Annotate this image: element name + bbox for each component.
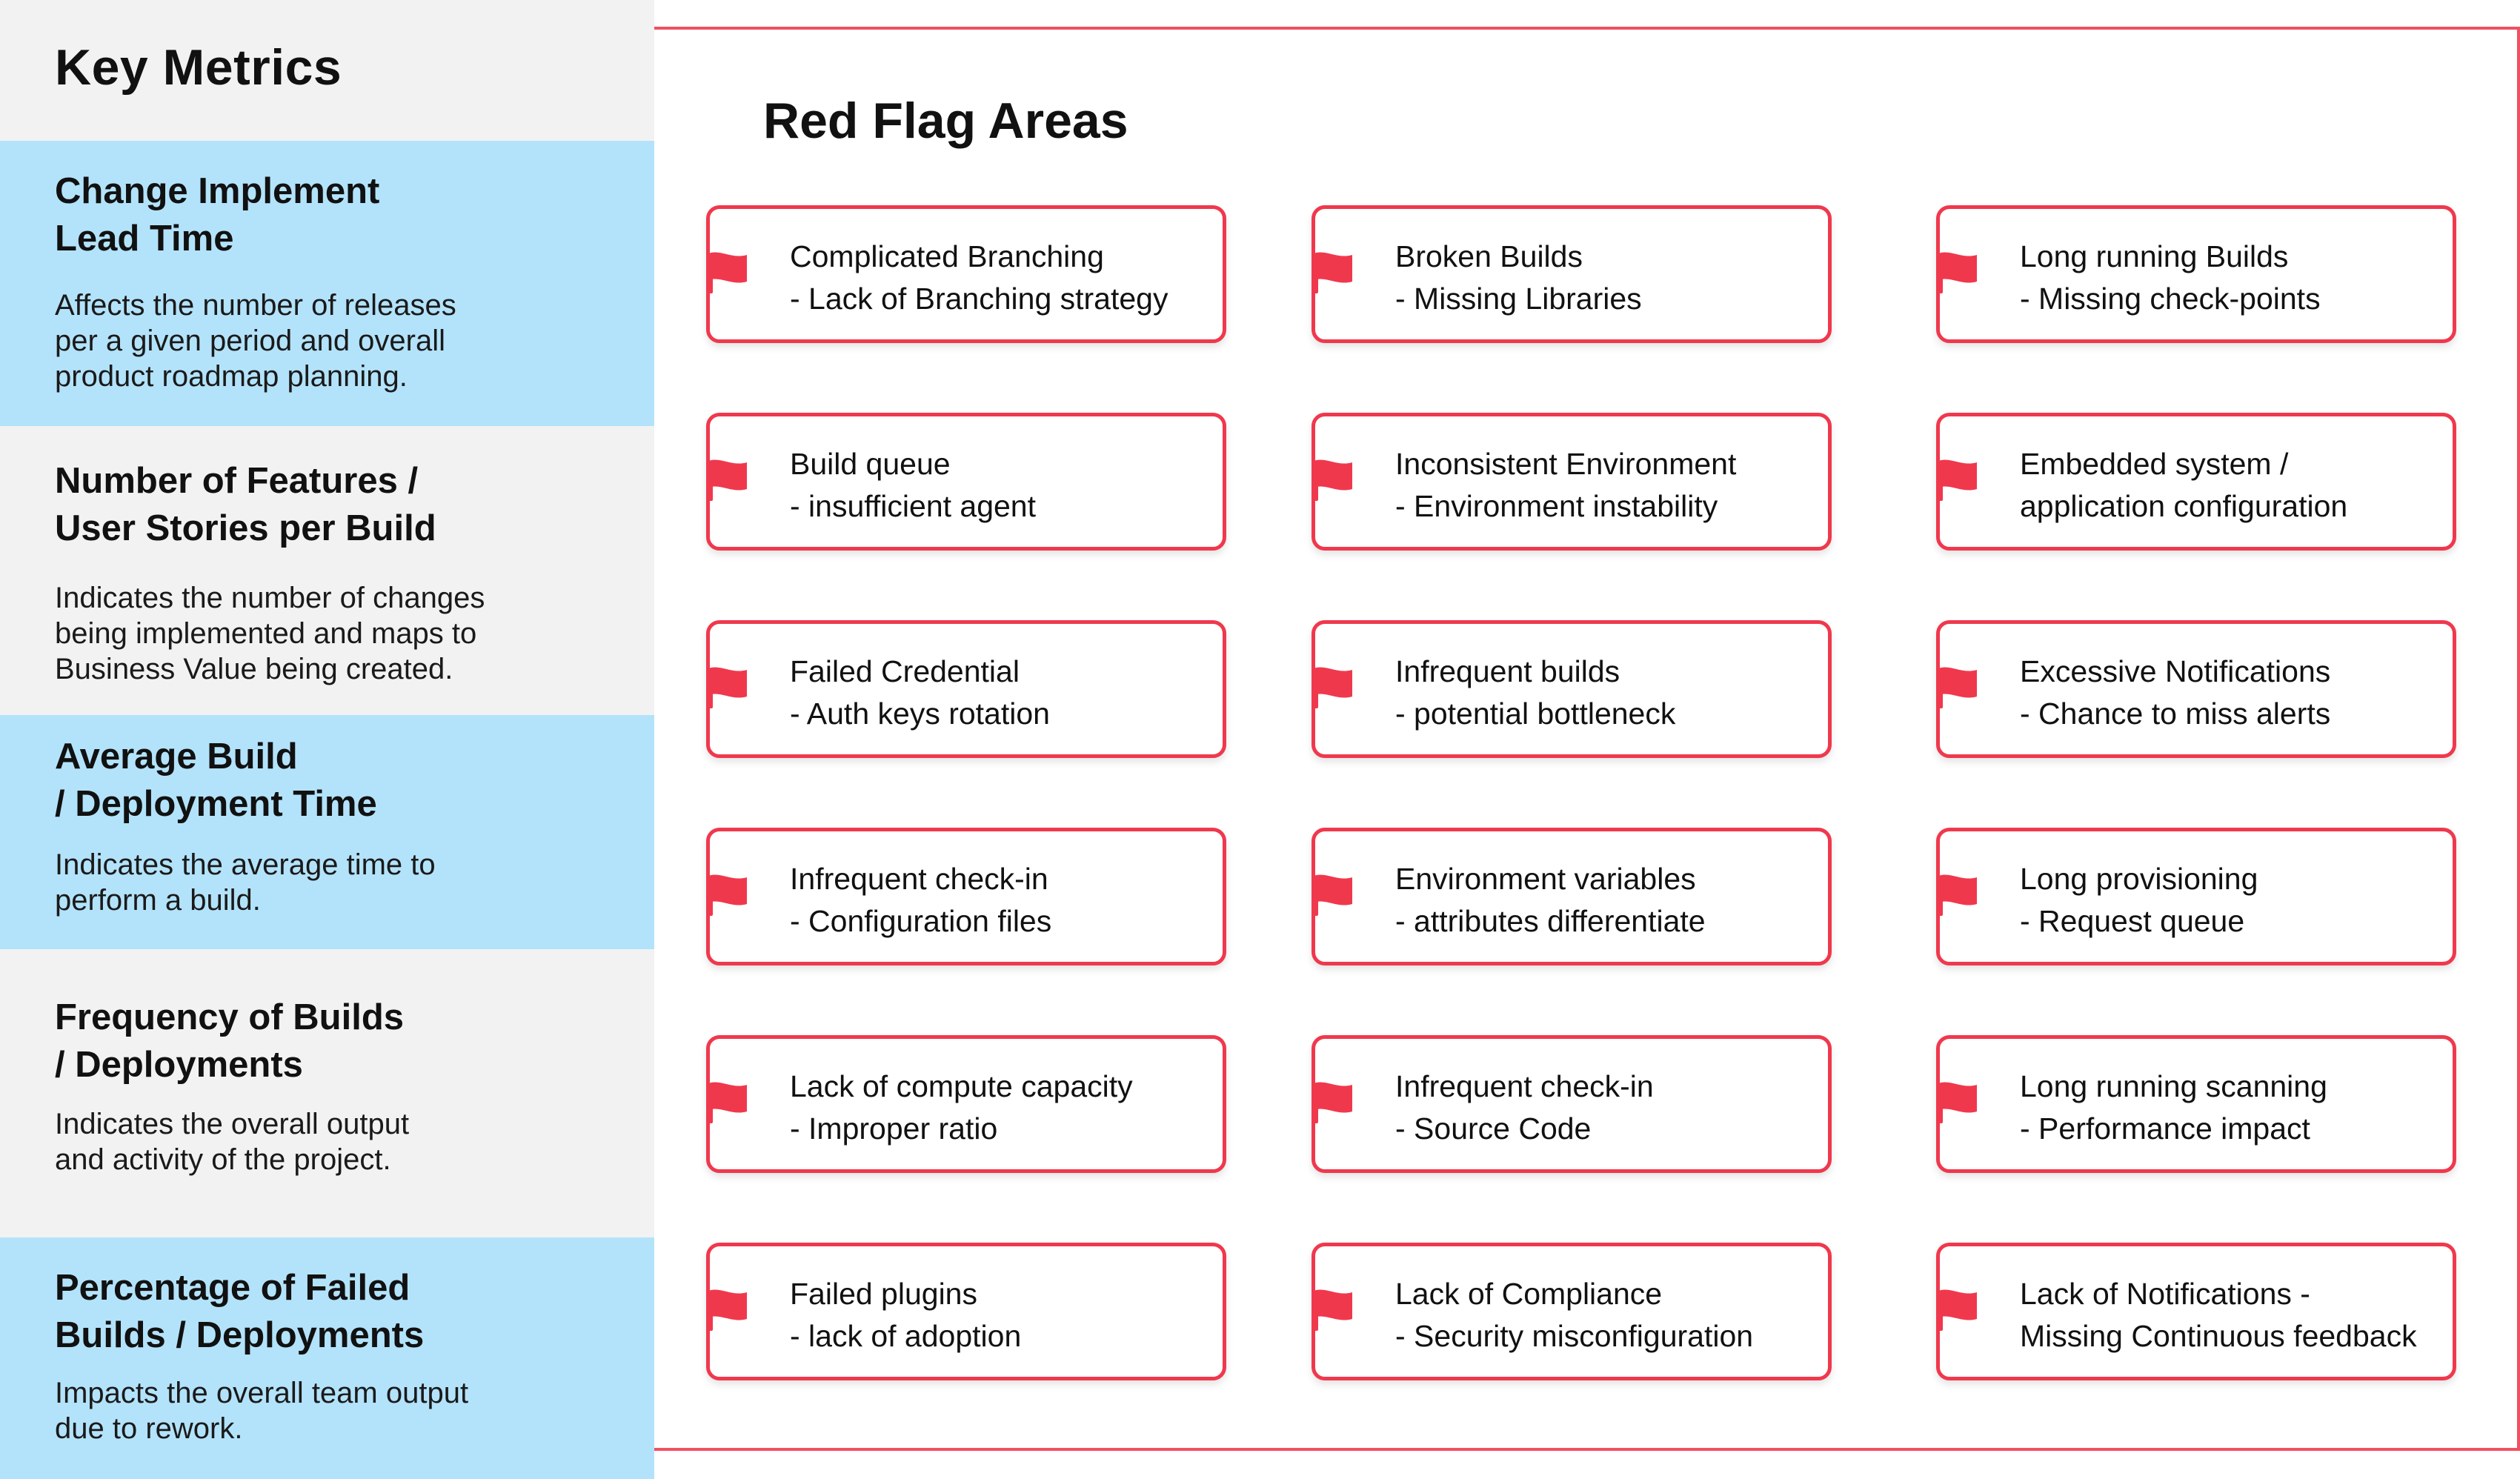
red-flag-title-line: Inconsistent Environment [1395, 447, 1737, 481]
red-flag-text [790, 1066, 1209, 1150]
red-flag-icon [705, 665, 759, 710]
red-flag-card [706, 1035, 1226, 1173]
metric-description [55, 1106, 625, 1177]
red-flag-card [706, 205, 1226, 343]
red-flag-text [2020, 1066, 2439, 1150]
red-flag-detail-line: - Configuration files [790, 904, 1052, 938]
red-flag-detail-line: Missing Continuous feedback [2020, 1319, 2417, 1353]
metric-desc-line: due to rework. [55, 1412, 243, 1445]
metric-title-line: / Deployments [55, 1045, 303, 1085]
red-flag-title-line: Lack of compute capacity [790, 1069, 1133, 1103]
red-flag-card [1936, 1243, 2456, 1380]
red-flag-text [1395, 858, 1815, 943]
red-flag-text [1395, 236, 1815, 320]
red-flag-detail-line: - Environment instability [1395, 489, 1718, 523]
red-flag-title-line: Infrequent check-in [1395, 1069, 1654, 1103]
red-flag-icon [1311, 458, 1364, 502]
red-flag-detail-line: - Auth keys rotation [790, 697, 1050, 731]
metric-failed-builds [0, 1237, 654, 1479]
red-flag-card [706, 828, 1226, 965]
metric-desc-line: and activity of the project. [55, 1143, 391, 1176]
red-flag-icon [705, 873, 759, 917]
red-flag-title-line: Failed Credential [790, 654, 1020, 688]
red-flag-card [1311, 620, 1832, 758]
red-flag-card [1311, 205, 1832, 343]
metric-title [55, 733, 625, 828]
key-metrics-title: Key Metrics [55, 39, 342, 96]
red-flag-text [2020, 651, 2439, 735]
metric-features-per-build [0, 426, 654, 715]
red-flag-icon [1311, 1080, 1364, 1125]
red-flag-title-line: Broken Builds [1395, 239, 1583, 273]
red-flag-icon [1935, 665, 1989, 710]
red-flag-detail-line: - Source Code [1395, 1111, 1592, 1146]
metric-title-line: Percentage of Failed [55, 1268, 410, 1308]
metric-desc-line: Impacts the overall team output [55, 1377, 469, 1409]
metric-title-line: User Stories per Build [55, 508, 436, 548]
metric-lead-time [0, 141, 654, 426]
metric-title-line: Builds / Deployments [55, 1315, 425, 1355]
red-flag-card [1936, 205, 2456, 343]
red-flag-card [706, 1243, 1226, 1380]
red-flag-card [1936, 1035, 2456, 1173]
metric-build-time [0, 715, 654, 949]
metric-title-line: Frequency of Builds [55, 997, 405, 1037]
red-flag-text [790, 443, 1209, 528]
red-flag-text [1395, 651, 1815, 735]
red-flag-detail-line: - Improper ratio [790, 1111, 998, 1146]
red-flag-detail-line: - Missing Libraries [1395, 282, 1642, 316]
red-flag-detail-line: - Chance to miss alerts [2020, 697, 2331, 731]
red-flag-title-line: Long provisioning [2020, 862, 2258, 896]
red-flag-title-line: Embedded system / [2020, 447, 2289, 481]
red-flag-detail-line: - Security misconfiguration [1395, 1319, 1754, 1353]
red-flag-icon [1311, 665, 1364, 710]
red-flag-title-line: Long running scanning [2020, 1069, 2327, 1103]
red-flag-title-line: Excessive Notifications [2020, 654, 2331, 688]
red-flag-card [706, 413, 1226, 551]
red-flag-text [790, 651, 1209, 735]
red-flag-detail-line: - insufficient agent [790, 489, 1037, 523]
red-flag-icon [705, 1080, 759, 1125]
red-flag-title-line: Lack of Compliance [1395, 1277, 1663, 1311]
metric-description [55, 847, 625, 918]
red-flag-card [1936, 828, 2456, 965]
red-flag-title-line: Build queue [790, 447, 951, 481]
red-flag-title-line: Lack of Notifications - [2020, 1277, 2310, 1311]
red-flag-icon [1935, 250, 1989, 295]
red-flag-detail-line: - lack of adoption [790, 1319, 1022, 1353]
metric-title [55, 1264, 625, 1359]
red-flag-detail-line: - attributes differentiate [1395, 904, 1706, 938]
metric-title [55, 457, 625, 552]
red-flag-card [1311, 1243, 1832, 1380]
red-flag-detail-line: application configuration [2020, 489, 2348, 523]
red-flag-text [2020, 236, 2439, 320]
metric-desc-line: perform a build. [55, 884, 261, 917]
red-flag-title-line: Infrequent check-in [790, 862, 1048, 896]
metric-description [55, 1375, 625, 1446]
red-flag-title-line: Failed plugins [790, 1277, 977, 1311]
red-flag-icon [1935, 1080, 1989, 1125]
red-flag-title-line: Environment variables [1395, 862, 1696, 896]
metric-title-line: Average Build [55, 737, 298, 777]
red-flag-card [1936, 620, 2456, 758]
red-flag-card [1311, 1035, 1832, 1173]
metric-desc-line: being implemented and maps to [55, 617, 477, 650]
red-flag-card [1311, 413, 1832, 551]
metric-desc-line: product roadmap planning. [55, 360, 408, 393]
red-flag-text [790, 1273, 1209, 1357]
metric-title-line: / Deployment Time [55, 784, 377, 824]
metric-title [55, 994, 625, 1089]
red-flag-text [790, 236, 1209, 320]
red-flag-icon [705, 250, 759, 295]
metric-title-line: Change Implement [55, 171, 380, 211]
red-flag-detail-line: - Performance impact [2020, 1111, 2310, 1146]
metric-desc-line: Business Value being created. [55, 653, 453, 685]
key-metrics-panel [0, 0, 654, 1479]
red-flag-detail-line: - potential bottleneck [1395, 697, 1676, 731]
red-flag-title-line: Long running Builds [2020, 239, 2289, 273]
red-flag-text [1395, 1273, 1815, 1357]
red-flag-card [1311, 828, 1832, 965]
metric-desc-line: Indicates the overall output [55, 1108, 410, 1140]
red-flag-icon [705, 1288, 759, 1332]
red-flag-icon [1311, 1288, 1364, 1332]
red-flag-icon [705, 458, 759, 502]
metric-desc-line: Indicates the number of changes [55, 582, 485, 614]
red-flag-icon [1935, 458, 1989, 502]
metric-desc-line: Affects the number of releases [55, 289, 456, 322]
red-flag-detail-line: - Lack of Branching strategy [790, 282, 1168, 316]
metric-title-line: Lead Time [55, 219, 234, 259]
red-flag-text [2020, 858, 2439, 943]
red-flag-title-line: Complicated Branching [790, 239, 1104, 273]
red-flag-icon [1311, 250, 1364, 295]
red-flag-text [2020, 1273, 2439, 1357]
metric-title [55, 167, 625, 262]
red-flag-card [706, 620, 1226, 758]
red-flag-text [1395, 1066, 1815, 1150]
metric-description [55, 288, 625, 394]
red-flag-icon [1311, 873, 1364, 917]
metric-title-line: Number of Features / [55, 461, 419, 501]
red-flag-text [1395, 443, 1815, 528]
red-flag-title: Red Flag Areas [763, 93, 1128, 149]
metric-build-frequency [0, 949, 654, 1237]
red-flag-text [2020, 443, 2439, 528]
red-flag-text [790, 858, 1209, 943]
red-flag-detail-line: - Missing check-points [2020, 282, 2321, 316]
red-flag-icon [1935, 1288, 1989, 1332]
metric-desc-line: per a given period and overall [55, 325, 446, 357]
red-flag-icon [1935, 873, 1989, 917]
red-flag-detail-line: - Request queue [2020, 904, 2245, 938]
metric-description [55, 580, 625, 687]
red-flag-card [1936, 413, 2456, 551]
metric-desc-line: Indicates the average time to [55, 848, 436, 881]
red-flag-title-line: Infrequent builds [1395, 654, 1620, 688]
